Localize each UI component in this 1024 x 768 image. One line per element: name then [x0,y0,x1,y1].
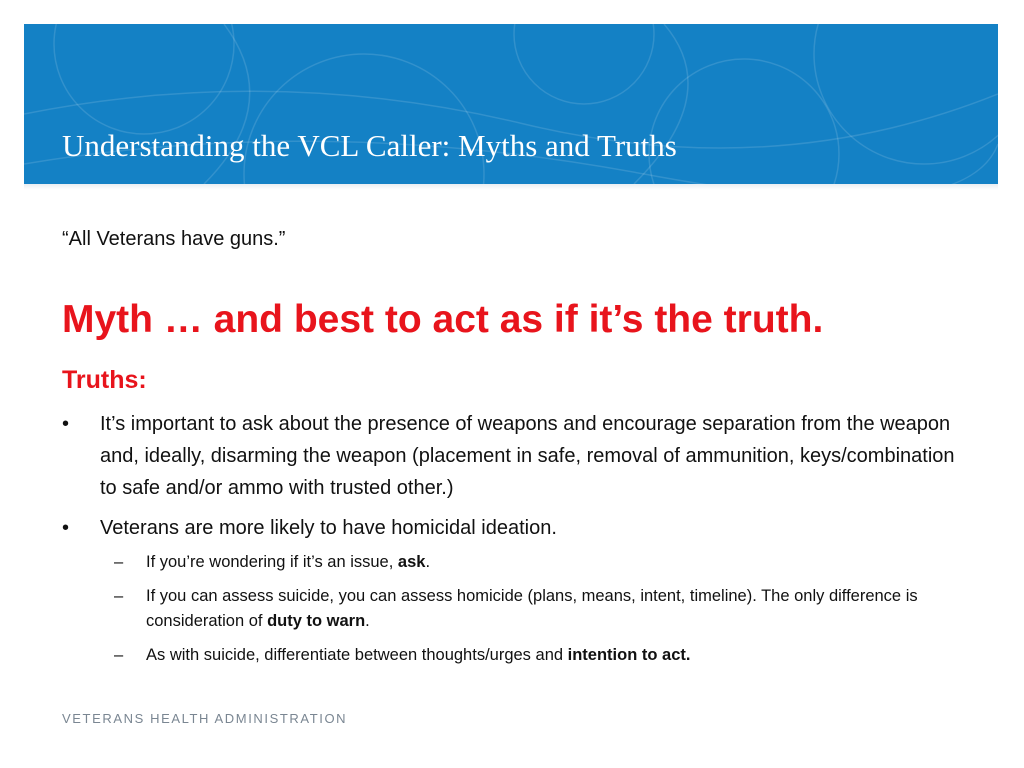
sub-marker: – [114,553,124,571]
sub-emphasis: intention to act. [567,646,691,664]
banner-shadow [24,184,998,190]
myth-quote: “All Veterans have guns.” [62,228,286,250]
sub-text: If you’re wondering if it’s an issue, [146,553,398,571]
bullet-item [62,512,962,668]
bullet-text: Veterans are more likely to have homicidal ideation. [100,517,557,539]
sub-item [100,584,962,634]
sub-text-end: . [365,612,370,630]
sub-text: If you can assess suicide, you can assess homicide (plans, means, intent, timeline). The only difference is consideration of [146,587,918,630]
sub-text: As with suicide, differentiate between thoughts/urges and [146,646,568,664]
bullet-text: It’s important to ask about the presence of weapons and encourage separation from the weapon and, ideally, disarming the weapon (placement in safe, removal of ammunition, keys/combination to safe and/or ammo with trusted other.) [100,413,955,499]
sub-item [100,550,962,575]
sub-text-end: . [425,553,431,571]
truths-list [62,408,962,677]
sub-list [100,550,962,668]
sub-item [100,643,962,668]
sub-marker: – [114,646,124,664]
sub-emphasis: ask [397,553,426,571]
sub-emphasis: duty to warn [267,612,366,630]
sub-marker: – [114,587,124,605]
truths-heading: Truths: [62,366,147,394]
footer-label: VETERANS HEALTH ADMINISTRATION [62,711,348,726]
bullet-marker: • [62,413,70,435]
slide-title: Understanding the VCL Caller: Myths and Truths [62,128,677,163]
bullet-marker: • [62,517,70,539]
myth-statement: Myth … and best to act as if it’s the truth. [62,298,824,341]
bullet-item [62,408,962,504]
